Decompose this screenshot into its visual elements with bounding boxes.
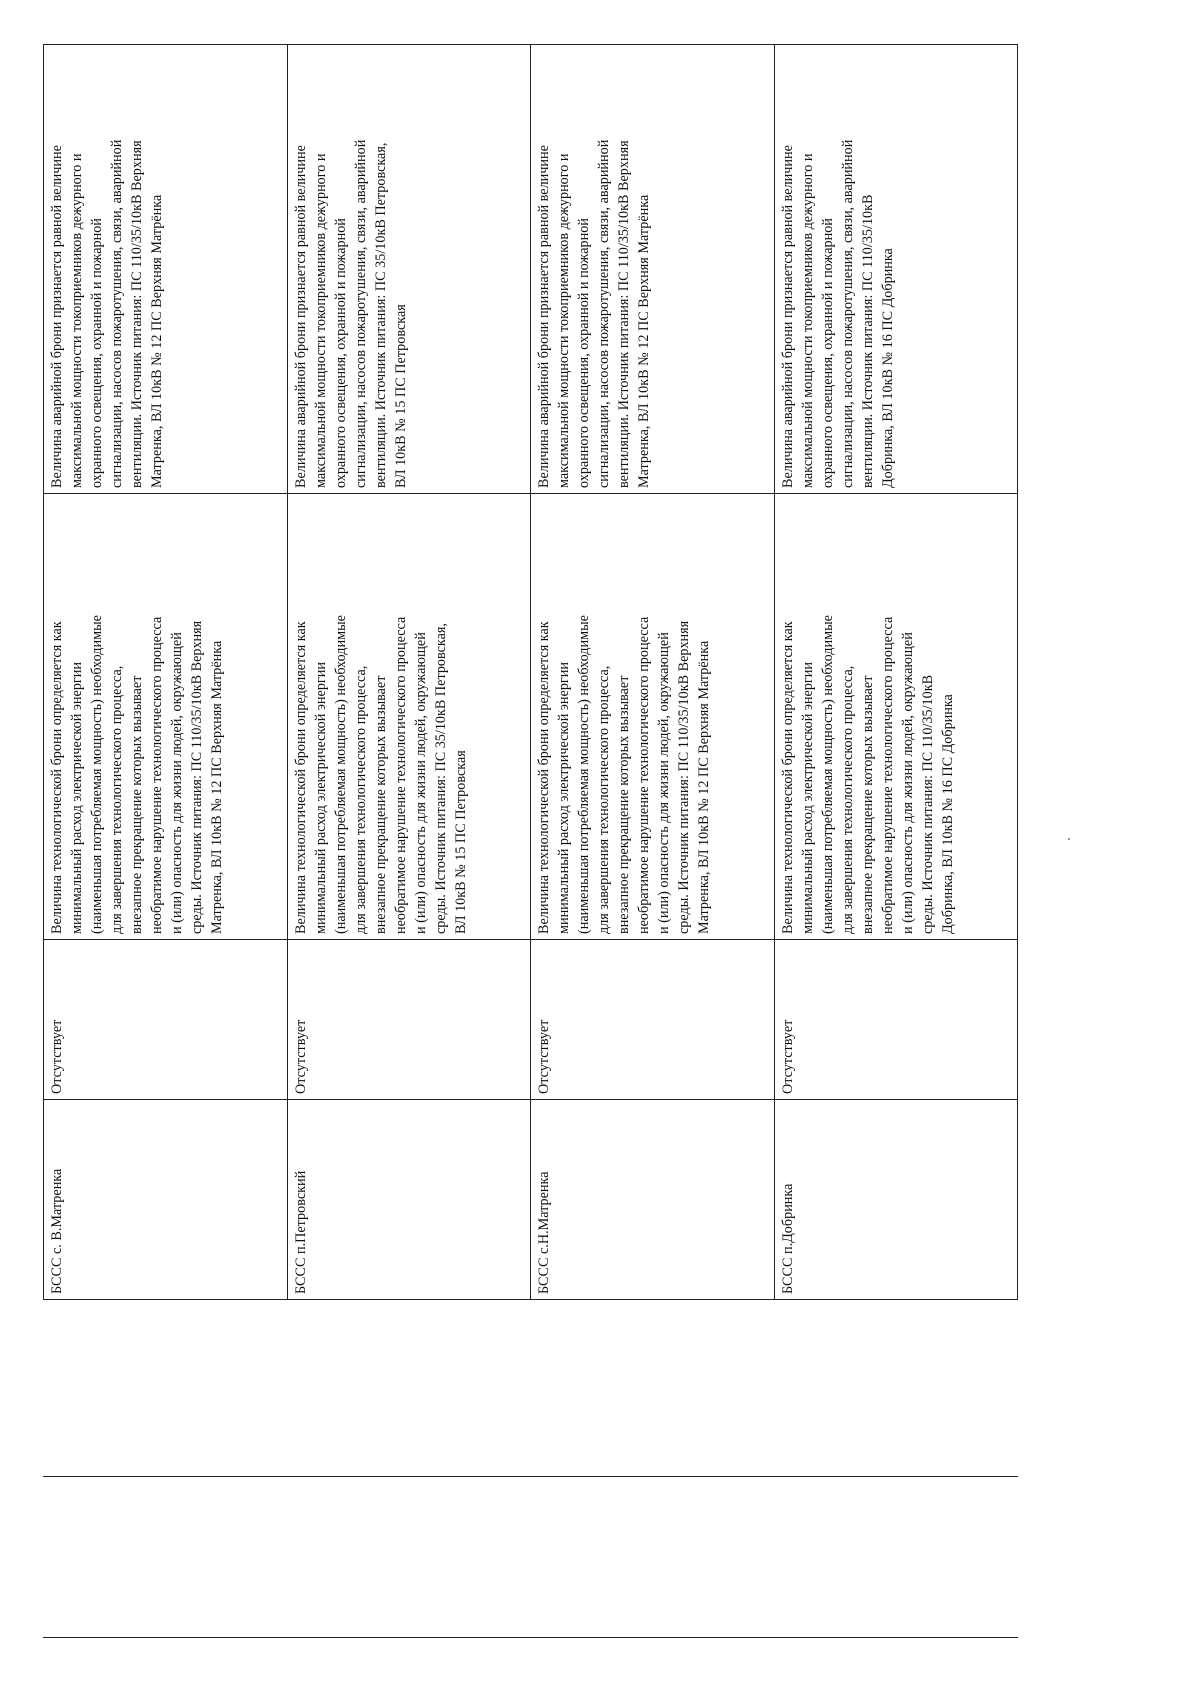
blank-line-2: [43, 1637, 1018, 1638]
emergency-reserve-cell: Величина аварийной брони признается равной величине максимальной мощности токоприемников дежурного и охранного освещения, охранной и пожарной сигнализации, насосов пожаротушения, связи, аварийной вентиляции. Источник питания: ПС 110/35/10кВ Верхняя Матренка, ВЛ 10кВ № 12 ПС Верхняя Матрёнка: [531, 45, 775, 494]
rotated-table-container: [43, 45, 1018, 1300]
object-name-cell: БССС п.Петровский: [287, 1100, 531, 1300]
table-row: [44, 45, 288, 1300]
status-cell: Отсутствует: [774, 940, 1018, 1100]
table-row: [774, 45, 1018, 1300]
status-cell: Отсутствует: [287, 940, 531, 1100]
table-row: [287, 45, 531, 1300]
object-name-cell: БССС с. В.Матренка: [44, 1100, 288, 1300]
status-cell: Отсутствует: [44, 940, 288, 1100]
object-name-cell: БССС с.Н.Матренка: [531, 1100, 775, 1300]
tech-reserve-cell: Величина технологической брони определяется как минимальный расход электрической энергии (наименьшая потребляемая мощность) необходимые для завершения технологического процесса, внезапное прекращение которых вызывает необратимое нарушение технологического процесса и (или) опасность для жизни людей, окружающей среды. Источник питания: ПС 35/10кВ Петровская, ВЛ 10кВ № 15 ПС Петровская: [287, 494, 531, 940]
emergency-reserve-cell: Величина аварийной брони признается равной величине максимальной мощности токоприемников дежурного и охранного освещения, охранной и пожарной сигнализации, насосов пожаротушения, связи, аварийной вентиляции. Источник питания: ПС 110/35/10кВ Верхняя Матренка, ВЛ 10кВ № 12 ПС Верхняя Матрёнка: [44, 45, 288, 494]
tech-reserve-cell: Величина технологической брони определяется как минимальный расход электрической энергии (наименьшая потребляемая мощность) необходимые для завершения технологического процесса, внезапное прекращение которых вызывает необратимое нарушение технологического процесса и (или) опасность для жизни людей, окружающей среды. Источник питания: ПС 110/35/10кВ Добринка, ВЛ 10кВ № 16 ПС Добринка: [774, 494, 1018, 940]
power-reserve-table: [43, 44, 1018, 1300]
tech-reserve-cell: Величина технологической брони определяется как минимальный расход электрической энергии (наименьшая потребляемая мощность) необходимые для завершения технологического процесса, внезапное прекращение которых вызывает необратимое нарушение технологического процесса и (или) опасность для жизни людей, окружающей среды. Источник питания: ПС 110/35/10кВ Верхняя Матренка, ВЛ 10кВ № 12 ПС Верхняя Матрёнка: [531, 494, 775, 940]
emergency-reserve-cell: Величина аварийной брони признается равной величине максимальной мощности токоприемников дежурного и охранного освещения, охранной и пожарной сигнализации, насосов пожаротушения, связи, аварийной вентиляции. Источник питания: ПС 110/35/10кВ Добринка, ВЛ 10кВ № 16 ПС Добринка: [774, 45, 1018, 494]
table-row: [531, 45, 775, 1300]
status-cell: Отсутствует: [531, 940, 775, 1100]
emergency-reserve-cell: Величина аварийной брони признается равной величине максимальной мощности токоприемников дежурного и охранного освещения, охранной и пожарной сигнализации, насосов пожаротушения, связи, аварийной вентиляции. Источник питания: ПС 35/10кВ Петровская, ВЛ 10кВ № 15 ПС Петровская: [287, 45, 531, 494]
tech-reserve-cell: Величина технологической брони определяется как минимальный расход электрической энергии (наименьшая потребляемая мощность) необходимые для завершения технологического процесса, внезапное прекращение которых вызывает необратимое нарушение технологического процесса и (или) опасность для жизни людей, окружающей среды. Источник питания: ПС 110/35/10кВ Верхняя Матренка, ВЛ 10кВ № 12 ПС Верхняя Матрёнка: [44, 494, 288, 940]
object-name-cell: БССС п.Добринка: [774, 1100, 1018, 1300]
blank-line-1: [43, 1476, 1018, 1477]
scan-speck: [1068, 838, 1070, 840]
